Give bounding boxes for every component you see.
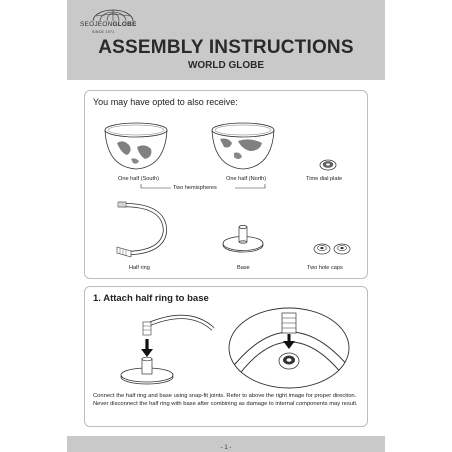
- hemisphere-north-icon: [210, 121, 276, 171]
- step-1-panel: [84, 286, 368, 427]
- globe-logo-icon: [90, 9, 136, 21]
- hemisphere-south-icon: [103, 121, 169, 171]
- time-dial-plate-label: Time dial plate: [306, 176, 343, 182]
- footer-band: [67, 436, 385, 452]
- logo-brand-text: SEOJEONGLOBE: [80, 21, 137, 28]
- page-number: - 1 -: [220, 445, 232, 451]
- hole-caps-icon: [313, 241, 353, 257]
- base-label: Base: [237, 265, 250, 271]
- step-1-instructions: Connect the half ring and base using snap-fit joints. Refer to above the right image for proper direction. Never disconnect the half ring with base after combining as damage to internal components may result.: [93, 393, 358, 407]
- half-ring-icon: [101, 199, 173, 259]
- logo-since-text: SINCE 1971: [92, 30, 115, 34]
- optional-parts-panel: [84, 90, 368, 279]
- page-subtitle: WORLD GLOBE: [187, 60, 265, 71]
- step-1-heading: 1. Attach half ring to base: [93, 293, 209, 304]
- snap-fit-detail-illustration: [227, 307, 351, 389]
- north-half-label: One half (North): [226, 176, 267, 182]
- attach-ring-illustration: [117, 307, 217, 385]
- base-icon: [221, 221, 265, 255]
- page-title: ASSEMBLY INSTRUCTIONS: [98, 37, 354, 58]
- hole-caps-label: Two hole caps: [307, 265, 343, 271]
- optional-parts-heading: You may have opted to also receive:: [93, 97, 238, 107]
- time-dial-plate-icon: [319, 159, 337, 171]
- half-ring-label: Half ring: [129, 265, 150, 271]
- south-half-label: One half (South): [118, 176, 160, 182]
- two-hemispheres-label: Two hemispheres: [173, 185, 217, 191]
